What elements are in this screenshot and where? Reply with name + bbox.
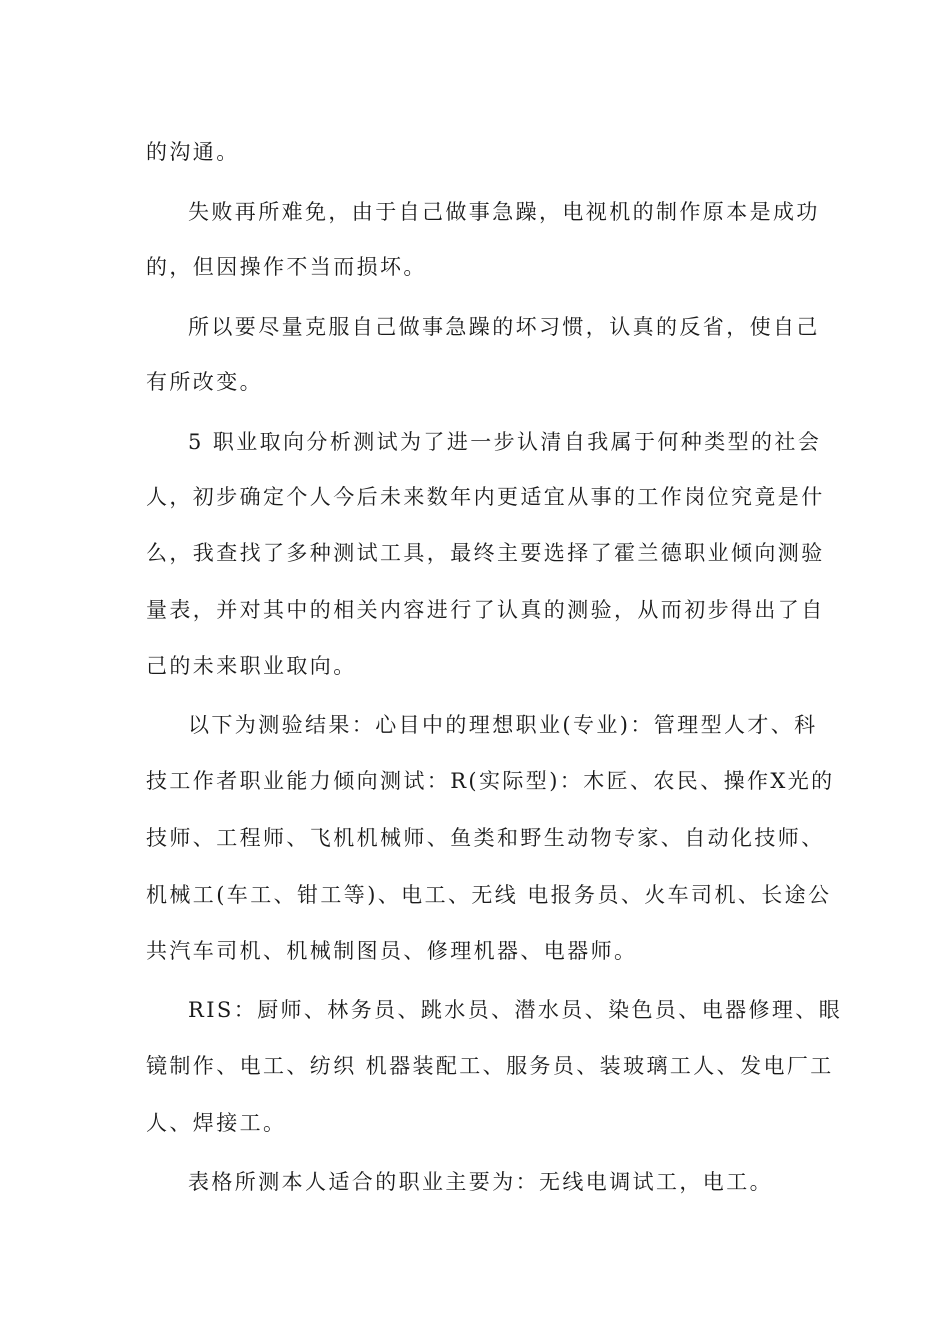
text-line: 技师、工程师、飞机机械师、鱼类和野生动物专家、自动化技师、: [146, 826, 825, 850]
text-line: 有所改变。: [146, 370, 263, 394]
text-line: 机械工(车工、钳工等)、电工、无线 电报务员、火车司机、长途公: [146, 883, 832, 907]
text-line: 失败再所难免，由于自己做事急躁，电视机的制作原本是成功: [188, 200, 820, 224]
text-line: 的沟通。: [146, 140, 240, 164]
text-line: 共汽车司机、机械制图员、修理机器、电器师。: [146, 939, 638, 963]
text-line: 人，初步确定个人今后未来数年内更适宜从事的工作岗位究竟是什: [146, 485, 825, 509]
text-line: 量表，并对其中的相关内容进行了认真的测验，从而初步得出了自: [146, 598, 825, 622]
text-line: 5 职业取向分析测试为了进一步认清自我属于何种类型的社会: [188, 430, 822, 454]
text-line: 镜制作、电工、纺织 机器装配工、服务员、装玻璃工人、发电厂工: [146, 1054, 834, 1078]
text-line: 的，但因操作不当而损坏。: [146, 255, 427, 279]
text-line: 以下为测验结果：心目中的理想职业(专业)：管理型人才、科: [188, 713, 818, 737]
text-line: 己的未来职业取向。: [146, 654, 357, 678]
text-line: 人、焊接工。: [146, 1111, 287, 1135]
text-line: 么，我查找了多种测试工具，最终主要选择了霍兰德职业倾向测验: [146, 541, 825, 565]
text-line: 所以要尽量克服自己做事急躁的坏习惯，认真的反省，使自己: [188, 315, 820, 339]
text-line: 技工作者职业能力倾向测试：R(实际型)：木匠、农民、操作X光的: [146, 769, 835, 793]
text-line: 表格所测本人适合的职业主要为：无线电调试工，电工。: [188, 1170, 773, 1194]
text-line: RIS：厨师、林务员、跳水员、潜水员、染色员、电器修理、眼: [188, 998, 843, 1022]
